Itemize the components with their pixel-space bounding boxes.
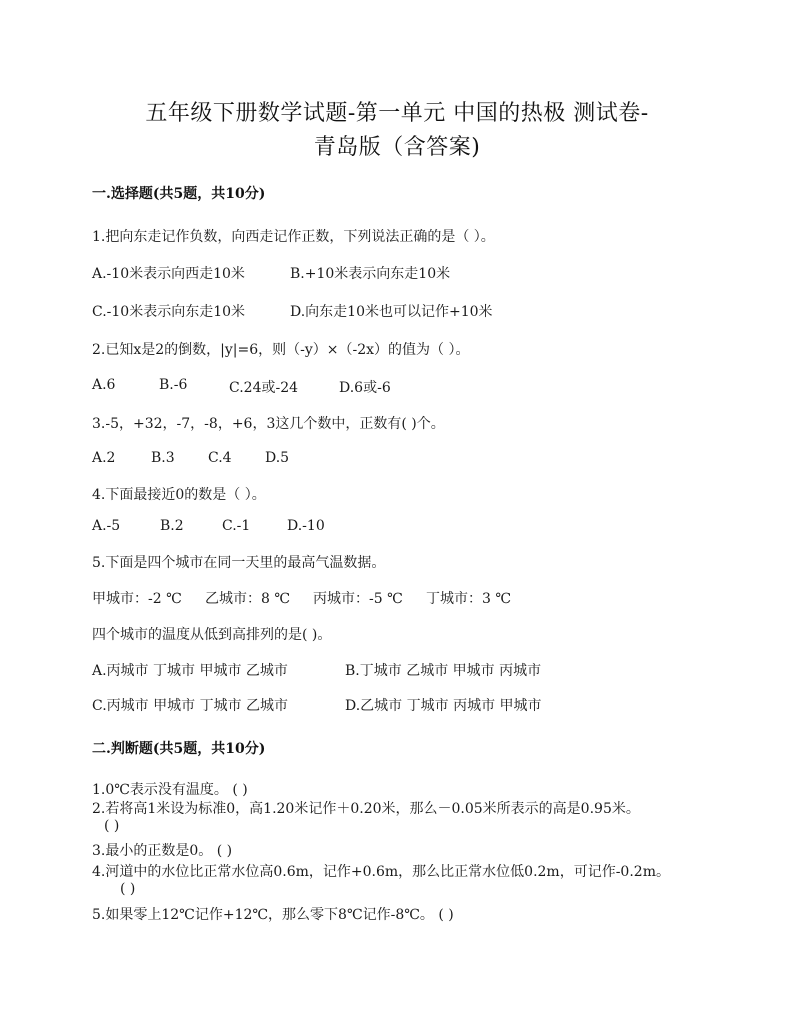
question-5-option-d: D.乙城市 丁城市 丙城市 甲城市 (345, 698, 542, 714)
question-2-option-a: A.6 (92, 377, 116, 393)
question-2-option-d: D.6或-6 (339, 380, 391, 396)
question-4-option-d: D.-10 (287, 518, 325, 534)
question-4-stem: 4.下面最接近0的数是（ ）。 (92, 487, 266, 503)
judge-item-5: 5.如果零上12℃记作+12℃，那么零下8℃记作-8℃。 ( ) (92, 907, 454, 923)
question-2-stem: 2.已知x是2的倒数，|y|=6，则（-y）×（-2x）的值为（ ）。 (92, 342, 470, 358)
page-title-line-2: 青岛版（含答案) (313, 135, 481, 160)
judge-item-3: 3.最小的正数是0。 ( ) (92, 843, 233, 859)
question-5-temp-ding: 丁城市：3 ℃ (426, 591, 512, 607)
question-5-option-b: B.丁城市 乙城市 甲城市 丙城市 (345, 663, 542, 679)
question-4-option-c: C.-1 (222, 518, 251, 534)
judge-item-2: 2.若将高1米设为标准0，高1.20米记作＋0.20米，那么－0.05米所表示的高是0.95米。 (92, 801, 640, 817)
question-1-option-a: A.-10米表示向西走10米 (92, 266, 245, 282)
question-1-option-d: D.向东走10米也可以记作+10米 (290, 304, 493, 320)
question-5-option-a: A.丙城市 丁城市 甲城市 乙城市 (92, 663, 288, 679)
question-1-option-b: B.+10米表示向东走10米 (290, 266, 451, 282)
question-3-stem: 3.-5，+32，-7，-8，+6，3这几个数中，正数有( )个。 (92, 416, 445, 432)
page-title-line-1: 五年级下册数学试题-第一单元 中国的热极 测试卷- (145, 101, 649, 126)
question-5-temp-bing: 丙城市：-5 ℃ (313, 591, 403, 607)
question-5-option-c: C.丙城市 甲城市 丁城市 乙城市 (92, 698, 289, 714)
judge-item-4: 4.河道中的水位比正常水位高0.6m，记作+0.6m，那么比正常水位低0.2m，可记作-0.2m。 (92, 864, 670, 880)
question-1-stem: 1.把向东走记作负数，向西走记作正数，下列说法正确的是（ ）。 (92, 229, 495, 245)
section-heading-choice: 一.选择题(共5题，共10分) (92, 186, 266, 202)
question-1-option-c: C.-10米表示向东走10米 (92, 304, 246, 320)
question-3-option-c: C.4 (208, 450, 232, 466)
judge-item-4-blank: ( ) (120, 881, 136, 897)
question-5-temp-yi: 乙城市：8 ℃ (205, 591, 291, 607)
question-5-ask: 四个城市的温度从低到高排列的是( )。 (92, 627, 332, 643)
question-4-option-b: B.2 (160, 518, 184, 534)
question-2-option-b: B.-6 (159, 377, 188, 393)
judge-item-2-blank: ( ) (104, 818, 120, 834)
question-5-stem: 5.下面是四个城市在同一天里的最高气温数据。 (92, 555, 386, 571)
judge-item-1: 1.0℃表示没有温度。 ( ) (92, 782, 248, 798)
question-3-option-a: A.2 (92, 450, 116, 466)
question-3-option-b: B.3 (151, 450, 175, 466)
question-3-option-d: D.5 (265, 450, 290, 466)
question-2-option-c: C.24或-24 (229, 380, 299, 396)
question-4-option-a: A.-5 (92, 518, 121, 534)
section-heading-true-false: 二.判断题(共5题，共10分) (92, 741, 266, 757)
question-5-temp-jia: 甲城市：-2 ℃ (92, 591, 182, 607)
